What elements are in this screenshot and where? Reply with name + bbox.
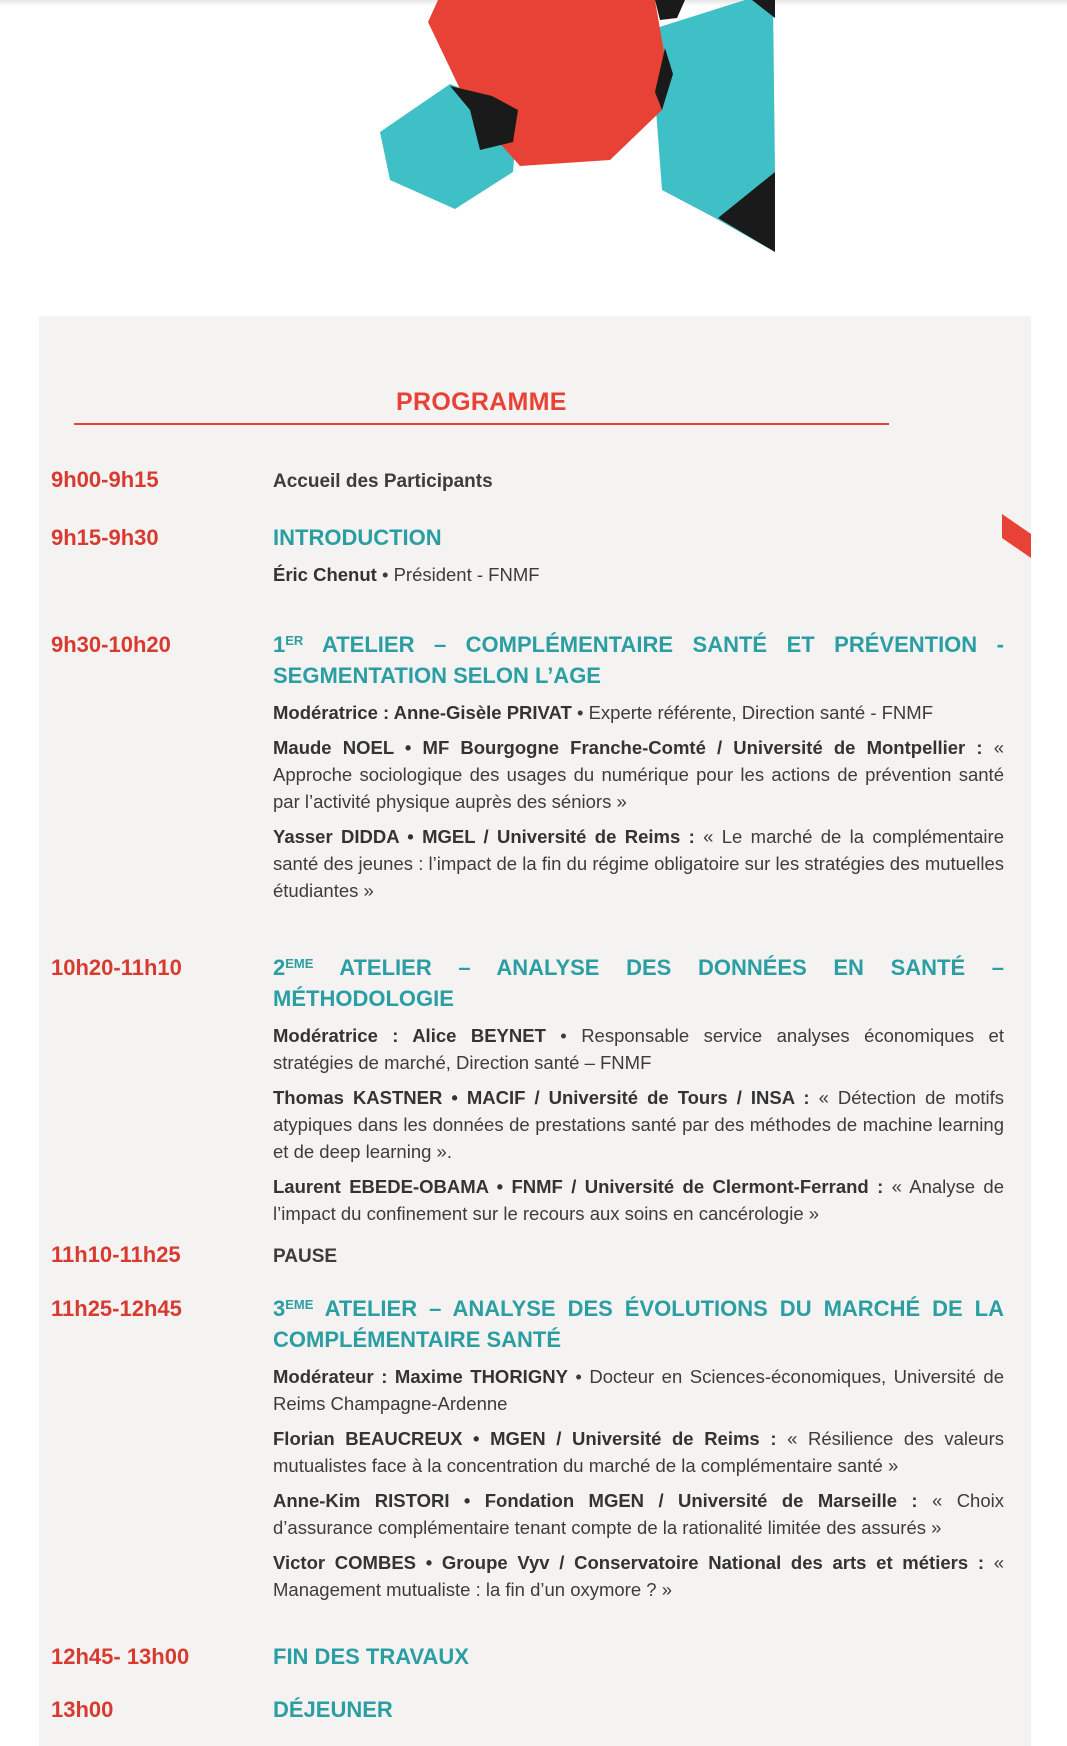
speaker-details: « Détection de motifs atypiques dans les données de prestations santé par des méthodes de machine learning et de deep learning ». [273, 1087, 1005, 1162]
speaker-entry [273, 823, 1004, 904]
session-title: 2EME ATELIER – ANALYSE DES DONNÉES EN SANTÉ – MÉTHODOLOGIE [273, 955, 1004, 1011]
session-title: 1ER ATELIER – COMPLÉMENTAIRE SANTÉ ET PRÉVENTION - SEGMENTATION SELON L’AGE [273, 632, 1004, 688]
speaker-details: • Experte référente, Direction santé - FNMF [571, 702, 933, 723]
time-slot: 10h20-11h10 [51, 955, 182, 980]
speaker-entry [273, 1487, 1004, 1541]
speaker-details: « Analyse de l’impact du confinement sur le recours aux soins en cancérologie » [273, 1176, 1004, 1224]
session-title: DÉJEUNER [273, 1697, 393, 1722]
speaker-details: « Choix d’assurance complémentaire tenant compte de la rationalité limitée des assurés » [273, 1490, 1004, 1538]
session-title: 3EME ATELIER – ANALYSE DES ÉVOLUTIONS DU MARCHÉ DE LA COMPLÉMENTAIRE SANTÉ [273, 1296, 1004, 1352]
time-slot: 11h25-12h45 [51, 1296, 182, 1321]
speaker-entry [273, 1022, 1004, 1076]
speaker-entry [273, 1549, 1004, 1603]
speaker-name: Laurent EBEDE-OBAMA • FNMF / Université de Clermont-Ferrand : [273, 1176, 884, 1197]
programme-heading: PROGRAMME [396, 388, 567, 416]
session-title: PAUSE [273, 1246, 338, 1267]
speaker-entry [273, 1425, 1004, 1479]
speaker-name: Victor COMBES • Groupe Vyv / Conservatoire National des arts et métiers : [273, 1552, 984, 1573]
speaker-details: • Docteur en Sciences-économiques, Université de Reims Champagne-Ardenne [273, 1366, 1005, 1414]
speaker-name: Modératrice : Alice BEYNET [273, 1025, 546, 1046]
session-title: FIN DES TRAVAUX [273, 1644, 469, 1669]
speaker-details: • Président - FNMF [376, 564, 540, 585]
speaker-details: • Responsable service analyses économiques et stratégies de marché, Direction santé – FNMF [273, 1025, 1004, 1073]
speaker-details: « Résilience des valeurs mutualistes face à la concentration du marché de la complémentaire santé » [273, 1428, 1004, 1476]
time-slot: 12h45- 13h00 [51, 1644, 190, 1669]
speaker-entry [273, 734, 1004, 815]
speaker-name: Anne-Kim RISTORI • Fondation MGEN / Université de Marseille : [273, 1490, 918, 1511]
speaker-name: Thomas KASTNER • MACIF / Université de Tours / INSA : [273, 1087, 810, 1108]
speaker-details: « Management mutualiste : la fin d’un oxymore ? » [273, 1552, 1004, 1600]
hexagon-logo-art [0, 0, 1067, 270]
speaker-name: Yasser DIDDA • MGEL / Université de Reims : [273, 826, 695, 847]
speaker-name: Florian BEAUCREUX • MGEN / Université de Reims : [273, 1428, 777, 1449]
speaker-details: « Le marché de la complémentaire santé des jeunes : l’impact de la fin du régime obligatoire sur les stratégies des mutuelles étudiantes » [273, 826, 1004, 901]
time-slot: 9h30-10h20 [51, 632, 171, 657]
speaker-entry [273, 1084, 1004, 1165]
heading-rule [74, 423, 889, 425]
dark-overlap-top [655, 0, 685, 20]
speaker-details: « Approche sociologique des usages du numérique pour les actions de prévention santé par l’activité physique auprès des séniors » [273, 737, 1004, 812]
speaker-entry [273, 1173, 1004, 1227]
speaker-entry [273, 699, 1004, 726]
speaker-name: Éric Chenut [273, 564, 377, 585]
session-title: INTRODUCTION [273, 525, 442, 550]
speaker-name: Modératrice : Anne-Gisèle PRIVAT [273, 702, 572, 723]
speaker-entry [273, 561, 1004, 588]
time-slot: 9h15-9h30 [51, 525, 159, 550]
time-slot: 9h00-9h15 [51, 467, 159, 492]
speaker-name: Maude NOEL • MF Bourgogne Franche-Comté / Université de Montpellier : [273, 737, 983, 758]
speaker-entry [273, 1363, 1004, 1417]
session-title: Accueil des Participants [273, 471, 493, 492]
speaker-name: Modérateur : Maxime THORIGNY [273, 1366, 568, 1387]
time-slot: 11h10-11h25 [51, 1242, 181, 1267]
time-slot: 13h00 [51, 1697, 114, 1722]
